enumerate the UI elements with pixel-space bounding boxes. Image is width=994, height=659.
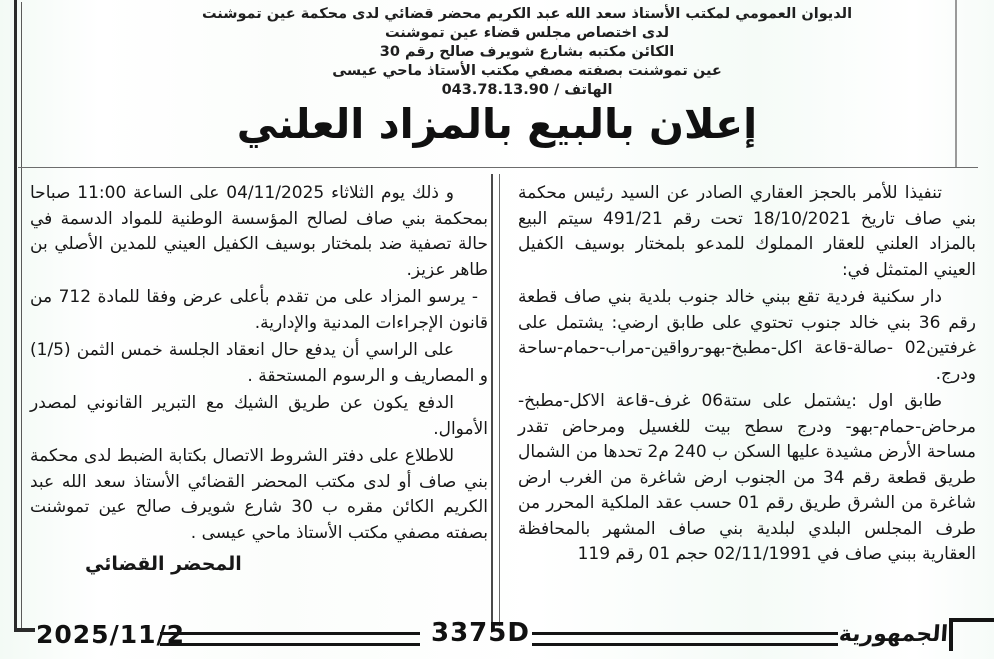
header-line-office: الديوان العمومي لمكتب الأستاذ سعد الله عبد الكريم محضر قضائي لدى محكمة عين تموشنت: [201, 6, 853, 22]
notice-title: إعلان بالبيع بالمزاد العلني: [236, 100, 758, 148]
footer-double-rule-left: [160, 632, 420, 646]
newspaper-logo: الجمهورية: [838, 622, 949, 647]
paragraph-execution-order: تنفيذا للأمر بالحجز العقاري الصادر عن السيد رئيس محكمة بني صاف تاريخ 18/10/2021 تحت رقم 491/21 سيتم البيع بالمزاد العلني للعقار المملوك للمدعو بلمختار بوسيف الكفيل العيني المتمثل في:: [518, 183, 976, 280]
paragraph-payment-method: الدفع يكون عن طريق الشيك مع التبرير القانوني لمصدر الأموال.: [30, 393, 488, 439]
notice-body: [30, 172, 976, 618]
paragraph-highest-bidder: - يرسو المزاد على من تقدم بأعلى عرض وفقا للمادة 712 من قانون الإجراءات المدنية والإدارية.: [30, 287, 488, 333]
signature-bailiff: المحضر القضائي: [85, 553, 242, 575]
masthead-corner-vertical: [949, 618, 953, 651]
header-line-phone: الهاتف / 043.78.13.90: [441, 82, 613, 98]
masthead-corner-horizontal: [949, 618, 994, 622]
footer-double-rule-right: [532, 632, 838, 646]
title-underline-rule: [18, 167, 978, 168]
page-left-border-outer: [14, 0, 17, 632]
paragraph-terms-consultation: للاطلاع على دفتر الشروط الاتصال بكتابة الضبط لدى محكمة بني صاف أو لدى مكتب المحضر القضائي الأستاذ سعد الله عبد الكريم الكائن مقره ب 30 شارع شويرف صالح عين تموشنت بصفته مصفي مكتب الأستاذ ماحي عيسى .: [30, 446, 488, 543]
paragraph-auction-date: و ذلك يوم الثلاثاء 04/11/2025 على الساعة 11:00 صباحا بمحكمة بني صاف لصالح المؤسسة الوطنية للمواد الدسمة في حالة تصفية ضد بلمختار بوسيف الكفيل العيني للمدين الأصلي بن طاهر عزيز.: [30, 183, 488, 280]
header-line-liquidator: عين تموشنت بصفته مصفي مكتب الأستاذ ماحي عيسى: [332, 63, 722, 79]
header-line-address: الكائن مكتبه بشارع شويرف صالح رقم 30: [379, 44, 675, 60]
paragraph-fifth-payment: على الراسي أن يدفع حال انعقاد الجلسة خمس الثمن (1/5) و المصاريف و الرسوم المستحقة .: [30, 340, 488, 386]
bailiff-office-header: [120, 5, 934, 100]
paragraph-property-first-floor: طابق اول :يشتمل على ستة06 غرف-قاعة الاكل-مطبخ-مرحاض-حمام-بهو- ودرج سطح بيت للغسيل ومرحاض تقدر مساحة الأرض مشيدة عليها السكن ب 240 م2 تحدها من الشمال طريق قطعة رقم 34 من الجنوب ارض شاغرة من الغرب ارض شاغرة من الشرق طريق رقم 01 حسب عقد الملكية المحرر من طرف المجلس البلدي لبلدية بني صاف المشهر بالمحافظة العقارية ببني صاف في 02/11/1991 حجم 01 رقم 119: [518, 391, 976, 564]
column-left: [30, 172, 488, 618]
notice-reference-number: 3375D: [431, 618, 530, 648]
paragraph-property-ground-floor: دار سكنية فردية تقع ببني خالد جنوب بلدية بني صاف قطعة رقم 36 بني خالد جنوب تحتوي على طابق ارضي: يشتمل على غرفتين02 -صالة-قاعة اكل-مطبخ-بهو-رواقين-مراب-حمام-ساحة ودرج.: [518, 287, 976, 384]
header-line-jurisdiction: لدى اختصاص مجلس قضاء عين تموشنت: [384, 25, 670, 41]
column-right: [518, 172, 976, 618]
publication-date: 2025/11/2: [36, 620, 186, 649]
page-left-border-foot: [14, 628, 35, 632]
page-left-border-inner: [21, 2, 22, 629]
